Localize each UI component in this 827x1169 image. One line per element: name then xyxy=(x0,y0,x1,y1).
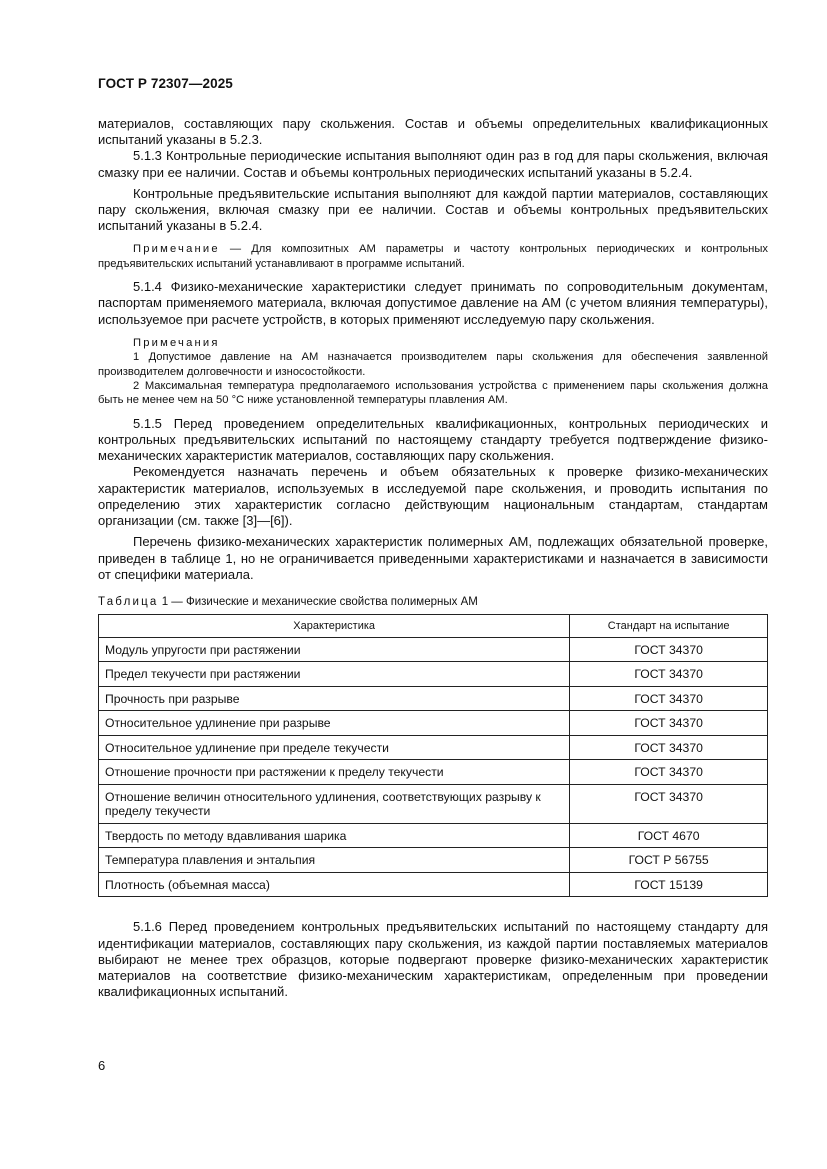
properties-table xyxy=(98,614,768,898)
standard-cell: ГОСТ Р 56755 xyxy=(570,848,768,873)
paragraph-acceptance-tests: Контрольные предъявительские испытания выполняют для каждой партии материалов, составляющих пару скольжения, включая смазку при ее наличии. Состав и объемы контрольных предъявительских испытаний указаны в 5.2.4. xyxy=(98,185,768,234)
characteristic-cell: Модуль упругости при растяжении xyxy=(99,637,570,662)
characteristic-cell: Отношение прочности при растяжении к пределу текучести xyxy=(99,760,570,785)
note-1: 1 Допустимое давление на АМ назначается производителем пары скольжения для обеспечения заявленной производителем долговечности и износостойкости. xyxy=(98,351,768,378)
table-row xyxy=(99,735,768,760)
page-number: 6 xyxy=(98,1058,106,1073)
notes-label: Примечания xyxy=(133,336,220,349)
characteristic-cell: Относительное удлинение при разрыве xyxy=(99,711,570,736)
standard-cell: ГОСТ 34370 xyxy=(570,662,768,687)
table-header-row xyxy=(99,614,768,637)
standard-cell: ГОСТ 34370 xyxy=(570,735,768,760)
notes-heading xyxy=(98,336,768,350)
standard-cell: ГОСТ 15139 xyxy=(570,872,768,897)
characteristic-cell: Плотность (объемная масса) xyxy=(99,872,570,897)
table-row xyxy=(99,662,768,687)
table-row xyxy=(99,760,768,785)
characteristic-cell: Прочность при разрыве xyxy=(99,686,570,711)
table-caption-label: Таблица xyxy=(98,595,159,608)
table-row xyxy=(99,637,768,662)
table-row xyxy=(99,711,768,736)
table-row xyxy=(99,848,768,873)
characteristic-cell: Предел текучести при растяжении xyxy=(99,662,570,687)
standard-cell: ГОСТ 34370 xyxy=(570,784,768,823)
note-composite xyxy=(98,242,768,271)
standard-cell: ГОСТ 4670 xyxy=(570,823,768,848)
standard-cell: ГОСТ 34370 xyxy=(570,711,768,736)
paragraph-5-1-5: 5.1.5 Перед проведением определительных квалификационных, контрольных периодических и контрольных предъявительских испытаний по настоящему стандарту требуется подтверждение физико-механических характеристик материалов, составляющих пару скольжения. xyxy=(98,415,768,464)
table-row xyxy=(99,872,768,897)
paragraph-5-1-6: 5.1.6 Перед проведением контрольных предъявительских испытаний по настоящему стандарту для идентификации материалов, составляющих пару скольжения, из каждой партии поставляемых материалов выбирают не менее трех образцов, которые подвергают проверке физико-механических характеристик материалов на соответствие физико-механическим характеристикам, определенным при проведении квалификационных испытаний. xyxy=(98,919,768,1000)
standard-cell: ГОСТ 34370 xyxy=(570,686,768,711)
characteristic-cell: Отношение величин относительного удлинения, соответствующих разрыву к пределу текучести xyxy=(99,784,570,823)
column-header-standard: Стандарт на испытание xyxy=(570,614,768,637)
paragraph-recommendation: Рекомендуется назначать перечень и объем обязательных к проверке физико-механических характеристик материалов, используемых в исследуемой паре скольжения, и проводить испытания по определению этих характеристик согласно действующим национальным стандартам, стандартам организации (см. также [3]—[6]). xyxy=(98,464,768,529)
characteristic-cell: Твердость по методу вдавливания шарика xyxy=(99,823,570,848)
paragraph-continuation: материалов, составляющих пару скольжения. Состав и объемы определительных квалификационных испытаний указаны в 5.2.3. xyxy=(98,116,768,148)
characteristic-cell: Температура плавления и энтальпия xyxy=(99,848,570,873)
table-caption-text: 1 — Физические и механические свойства полимерных АМ xyxy=(158,595,478,608)
standard-cell: ГОСТ 34370 xyxy=(570,637,768,662)
standard-cell: ГОСТ 34370 xyxy=(570,760,768,785)
paragraph-5-1-3: 5.1.3 Контрольные периодические испытания выполняют один раз в год для пары скольжения, включая смазку при ее наличии. Состав и объемы контрольных периодических испытаний указаны в 5.2.4. xyxy=(98,148,768,180)
table-row xyxy=(99,823,768,848)
note-2: 2 Максимальная температура предполагаемого использования устройства с применением пары скольжения должна быть не менее чем на 50 °С ниже установленной температуры плавления АМ. xyxy=(98,380,768,407)
document-header: ГОСТ Р 72307—2025 xyxy=(98,76,233,91)
table-caption xyxy=(98,596,768,608)
note-label: Примечание xyxy=(133,243,220,256)
note-text: — Для композитных АМ параметры и частоту контрольных периодических и контрольных предъявительских испытаний устанавливают в программе испытаний. xyxy=(98,243,768,270)
paragraph-list: Перечень физико-механических характеристик полимерных АМ, подлежащих обязательной проверке, приведен в таблице 1, но не ограничивается приведенными характеристиками и назначается в зависимости от специфики материала. xyxy=(98,534,768,582)
table-row xyxy=(99,686,768,711)
table-row xyxy=(99,784,768,823)
column-header-characteristic: Характеристика xyxy=(99,614,570,637)
document-body xyxy=(98,116,768,1000)
characteristic-cell: Относительное удлинение при пределе текучести xyxy=(99,735,570,760)
paragraph-5-1-4: 5.1.4 Физико-механические характеристики следует принимать по сопроводительным документам, паспортам применяемого материала, включая допустимое давление на АМ (с учетом влияния температуры), используемое при расчете устройств, в которых применяют исследуемую пару скольжения. xyxy=(98,279,768,327)
